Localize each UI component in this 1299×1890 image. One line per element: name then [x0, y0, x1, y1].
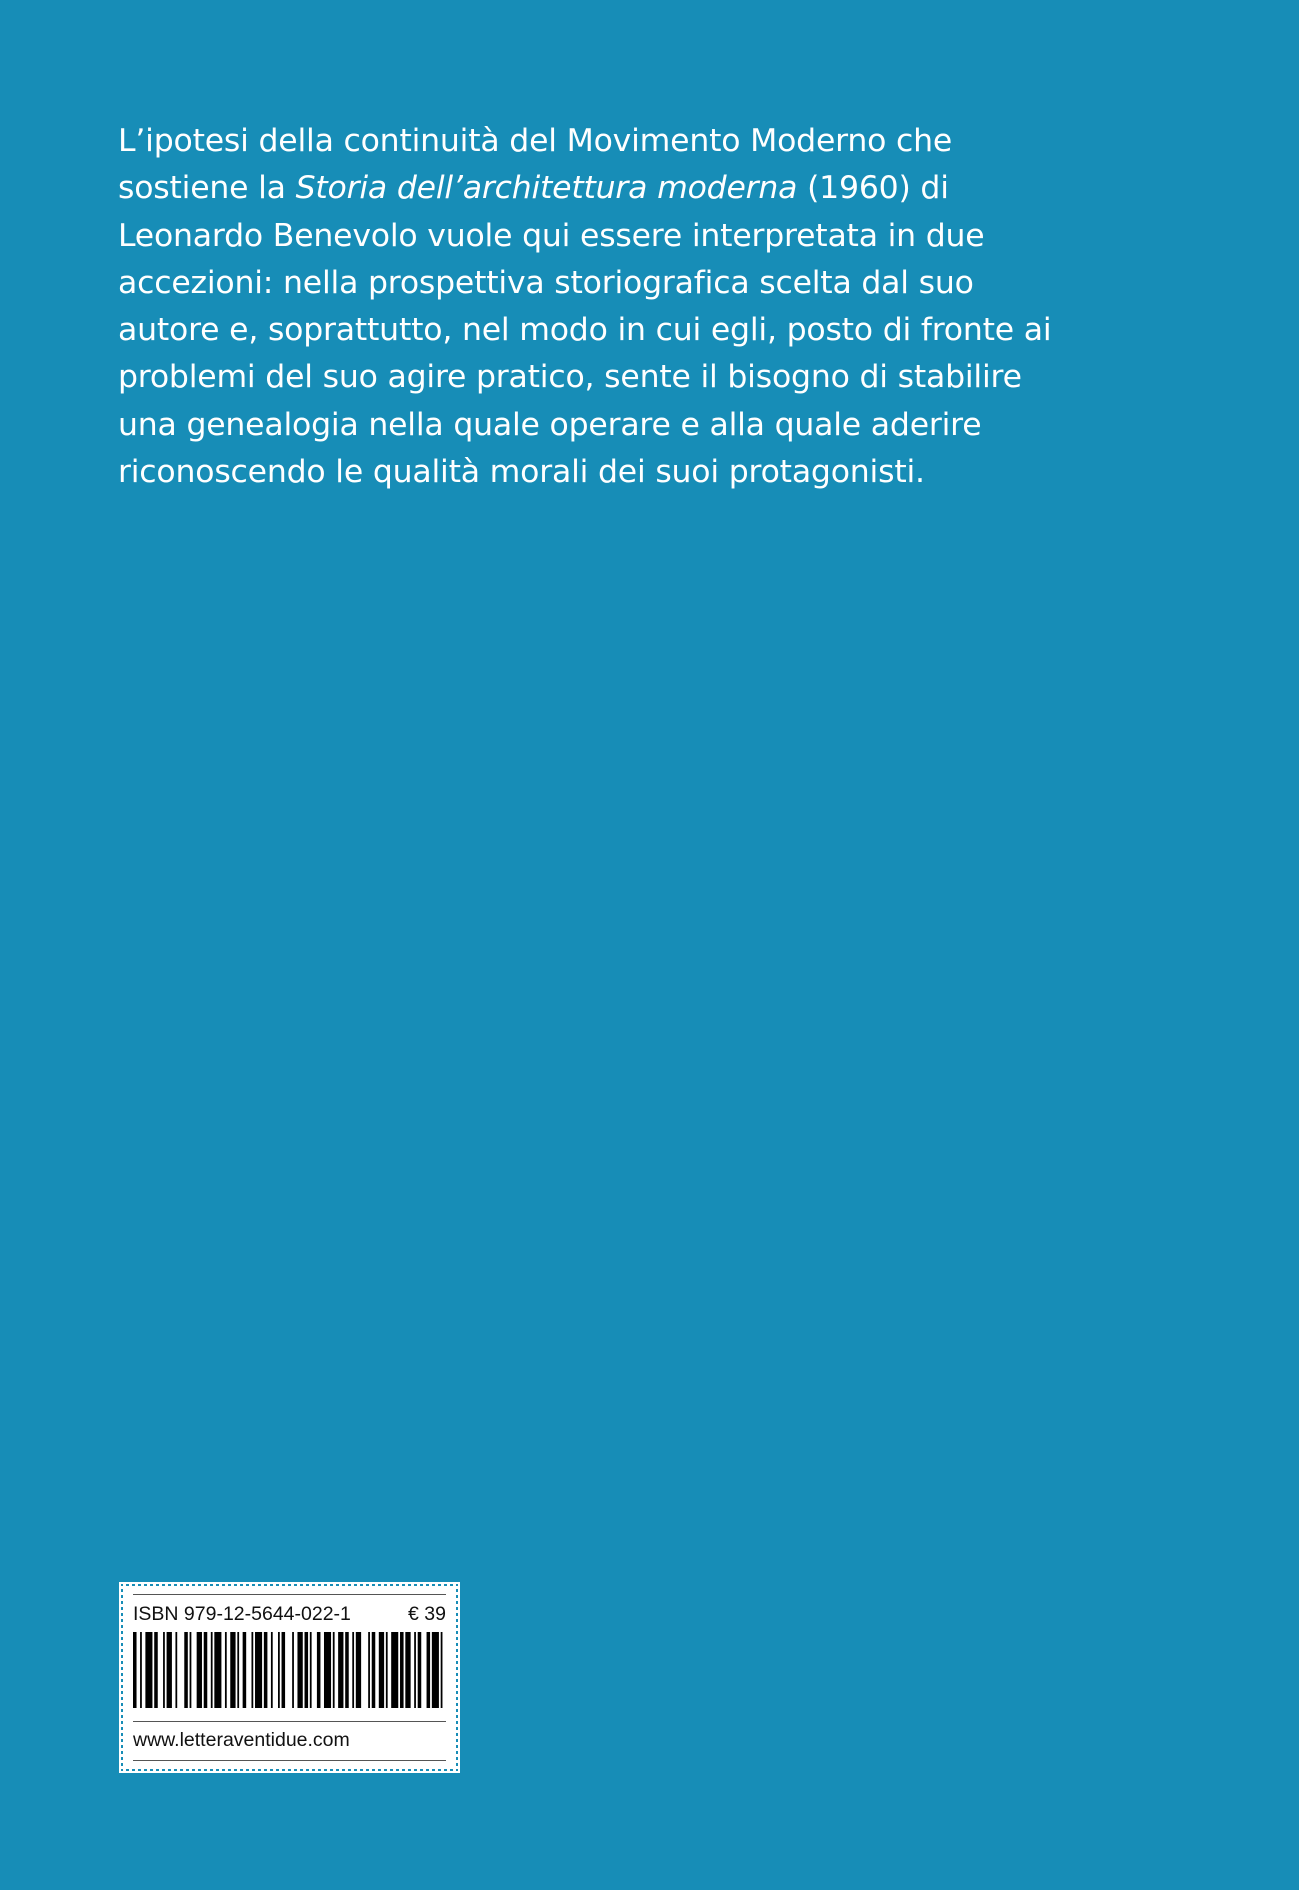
blurb-line: Leonardo Benevolo vuole qui essere interpretata in due — [118, 217, 985, 254]
barcode-bar — [243, 1632, 247, 1708]
barcode-bar — [414, 1632, 416, 1708]
barcode-bar — [237, 1632, 239, 1708]
barcode-bar — [345, 1632, 349, 1708]
barcode-bar — [264, 1632, 268, 1708]
barcode-bar — [305, 1632, 309, 1708]
blurb-line: una genealogia nella quale operare e alla quale aderire — [118, 406, 982, 443]
barcode-bar — [154, 1632, 158, 1708]
barcode-bar — [386, 1632, 388, 1708]
barcode-bar — [255, 1632, 262, 1708]
book-title-italic: Storia dell’architettura moderna — [295, 170, 798, 207]
barcode-bar — [271, 1632, 273, 1708]
barcode-bar — [184, 1632, 188, 1708]
blurb-line: L’ipotesi della continuità del Movimento Moderno che — [118, 123, 953, 159]
barcode-bar — [432, 1632, 439, 1708]
back-cover-blurb — [118, 118, 1118, 496]
publisher-website: www.letteraventidue.com — [133, 1729, 350, 1751]
barcode-bar — [175, 1632, 177, 1708]
barcode-bar — [211, 1632, 213, 1708]
barcode-bar — [391, 1632, 398, 1708]
barcode-bar — [400, 1632, 404, 1708]
price: € 39 — [408, 1603, 446, 1625]
barcode-bar — [310, 1632, 312, 1708]
blurb-line: problemi del suo agire pratico, sente il bisogno di stabilire — [118, 359, 1022, 396]
barcode-bar — [225, 1632, 227, 1708]
barcode-bar — [379, 1632, 384, 1708]
barcode-bar — [356, 1632, 361, 1708]
barcode-bar — [338, 1632, 343, 1708]
barcode-bar — [441, 1632, 443, 1708]
blurb-text: (1960) di — [797, 170, 949, 207]
blurb-line: accezioni: nella prospettiva storiografica scelta dal suo — [118, 264, 974, 301]
barcode-bar — [251, 1632, 253, 1708]
barcode-bar — [140, 1632, 142, 1708]
barcode-bar — [427, 1632, 431, 1708]
barcode-bar — [204, 1632, 208, 1708]
barcode-bar — [317, 1632, 321, 1708]
blurb-line — [118, 165, 1118, 212]
barcode-bar — [297, 1632, 302, 1708]
barcode-bar — [292, 1632, 294, 1708]
barcode-bar — [214, 1632, 221, 1708]
barcode-bar — [282, 1632, 286, 1708]
barcode-bar — [190, 1632, 192, 1708]
barcode-bar — [324, 1632, 331, 1708]
barcode-bar — [163, 1632, 165, 1708]
blurb-line: riconoscendo le qualità morali dei suoi protagonisti. — [118, 454, 925, 491]
barcode-bar — [278, 1632, 280, 1708]
divider — [133, 1760, 446, 1761]
isbn-number: ISBN 979-12-5644-022-1 — [133, 1603, 351, 1625]
barcode-bar — [333, 1632, 335, 1708]
blurb-text: sostiene la — [118, 170, 296, 207]
barcode-bar — [368, 1632, 370, 1708]
barcode-bar — [418, 1632, 422, 1708]
divider — [133, 1594, 446, 1595]
barcode-bar — [197, 1632, 202, 1708]
barcode-bar — [352, 1632, 354, 1708]
barcode-bar — [167, 1632, 172, 1708]
divider — [133, 1721, 446, 1722]
barcode-bar — [133, 1632, 137, 1708]
barcode-bar — [230, 1632, 235, 1708]
barcode-icon — [133, 1632, 446, 1708]
barcode-bar — [372, 1632, 376, 1708]
isbn-barcode-label — [120, 1583, 459, 1772]
barcode-bar — [145, 1632, 152, 1708]
blurb-line: autore e, soprattutto, nel modo in cui egli, posto di fronte ai — [118, 312, 1052, 349]
barcode-bar — [405, 1632, 410, 1708]
